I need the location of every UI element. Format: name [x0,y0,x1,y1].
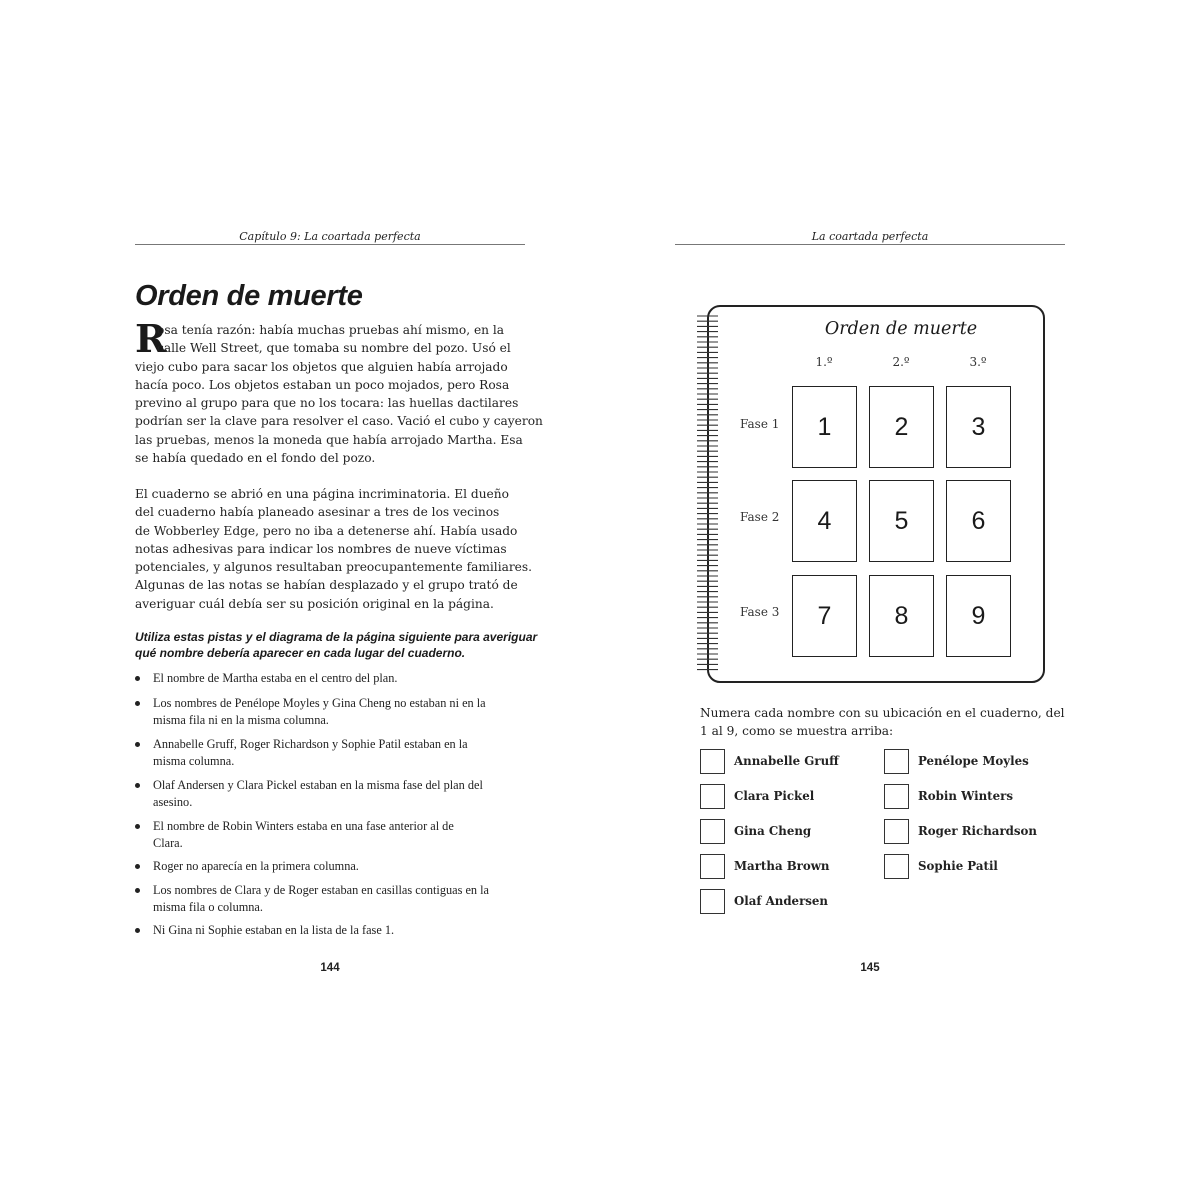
page-number-left: 144 [320,962,340,974]
paragraph-line: osa tenía razón: había muchas pruebas ahí mismo, en la [157,323,505,337]
paragraph-line: del cuaderno había planeado asesinar a tres de los vecinos [135,505,500,520]
paragraph-2 [135,485,532,613]
notebook-cell: 5 [869,480,934,562]
right-header-rule [675,244,1065,245]
answer-name: Gina Cheng [734,824,812,838]
bullet-icon [135,676,140,681]
row-label: Fase 2 [740,510,780,524]
answer-checkbox[interactable] [700,819,725,844]
answer-checkbox[interactable] [700,854,725,879]
paragraph-line: de Wobberley Edge, pero no iba a detenerse ahí. Había usado [135,523,518,538]
column-label: 1.º [815,355,833,369]
clue-line: Olaf Andersen y Clara Pickel estaban en la misma fase del plan del [153,778,483,792]
left-running-header: Capítulo 9: La coartada perfecta [239,230,421,243]
column-label: 2.º [892,355,910,369]
notebook-cell: 3 [946,386,1011,468]
paragraph-line: podrían ser la clave para resolver el caso. Vació el cubo y cayeron [135,414,543,429]
answer-prompt-line: Numera cada nombre con su ubicación en el cuaderno, del [700,706,1065,720]
bullet-icon [135,888,140,893]
clue-line: El nombre de Martha estaba en el centro del plan. [153,671,398,685]
notebook-cell: 8 [869,575,934,657]
notebook-cell: 9 [946,575,1011,657]
clue-line: Los nombres de Penélope Moyles y Gina Cheng no estaban ni en la [153,696,486,710]
answer-prompt-line: 1 al 9, como se muestra arriba: [700,724,894,739]
clue-line: Clara. [153,835,183,850]
drop-cap: R [135,316,167,361]
clue-line: Los nombres de Clara y de Roger estaban en casillas contiguas en la [153,883,490,897]
answer-checkbox[interactable] [700,749,725,774]
clue-line: El nombre de Robin Winters estaba en una fase anterior al de [153,819,454,833]
answer-checkbox[interactable] [884,854,909,879]
right-running-header: La coartada perfecta [811,230,929,243]
paragraph-line: las pruebas, menos la moneda que había arrojado Martha. Esa [135,432,523,447]
answer-checkbox[interactable] [700,784,725,809]
answer-checkbox[interactable] [884,819,909,844]
clue-line: misma columna. [153,753,235,768]
answer-name: Martha Brown [734,859,830,873]
notebook-cell: 4 [792,480,857,562]
answer-checkbox[interactable] [884,749,909,774]
paragraph-line: se había quedado en el fondo del pozo. [135,451,376,466]
notebook-cell: 1 [792,386,857,468]
puzzle-instructions [135,630,537,661]
notebook-cell: 2 [869,386,934,468]
paragraph-line: El cuaderno se abrió en una página incriminatoria. El dueño [135,487,509,501]
page-number-right: 145 [860,962,880,974]
column-label: 3.º [969,355,987,369]
answer-name: Sophie Patil [918,859,998,873]
paragraph-line: calle Well Street, que tomaba su nombre del pozo. Usó el [157,341,511,356]
paragraph-line: viejo cubo para sacar los objetos que alguien había arrojado [135,359,508,374]
answer-checkbox[interactable] [700,889,725,914]
clue-line: Annabelle Gruff, Roger Richardson y Sophie Patil estaban en la [153,737,468,751]
row-label: Fase 1 [740,417,780,431]
clue-line: Roger no aparecía en la primera columna. [153,859,359,873]
paragraph-line: averiguar cuál debía ser su posición original en la página. [135,596,494,611]
bullet-icon [135,783,140,788]
answer-name: Olaf Andersen [734,894,829,908]
paragraph-line: hacía poco. Los objetos estaban un poco mojados, pero Rosa [135,377,510,392]
clue-line: asesino. [153,794,193,809]
paragraph-1 [135,316,543,467]
answer-name: Robin Winters [918,789,1013,803]
bullet-icon [135,864,140,869]
notebook-cell: 6 [946,480,1011,562]
instructions-line: qué nombre debería aparecer en cada lugar del cuaderno. [135,645,466,660]
paragraph-line: notas adhesivas para indicar los nombres de nueve víctimas [135,541,507,556]
bullet-icon [135,701,140,706]
row-label: Fase 3 [740,605,780,619]
answer-name: Roger Richardson [918,824,1037,838]
paragraph-line: potenciales, y algunos resultaban preocupantemente familiares. [135,560,533,575]
answer-name: Annabelle Gruff [734,754,839,768]
answer-prompt [700,704,1065,741]
answer-checkbox[interactable] [884,784,909,809]
bullet-icon [135,928,140,933]
instructions-line: Utiliza estas pistas y el diagrama de la página siguiente para averiguar [135,630,538,644]
left-header-rule [135,244,525,245]
paragraph-line: Algunas de las notas se habían desplazado y el grupo trató de [135,578,518,593]
clue-line: misma fila o columna. [153,899,263,914]
notebook-title: Orden de muerte [824,319,978,339]
clue-line: misma fila ni en la misma columna. [153,712,329,727]
paragraph-line: previno al grupo para que no los tocara: las huellas dactilares [135,396,519,411]
answer-name: Clara Pickel [734,789,815,803]
notebook-cell: 7 [792,575,857,657]
bullet-icon [135,742,140,747]
chapter-title: Orden de muerte [135,280,363,312]
answer-name: Penélope Moyles [918,754,1029,768]
clue-line: Ni Gina ni Sophie estaban en la lista de la fase 1. [153,923,395,937]
spiral-binding-icon [695,314,721,678]
bullet-icon [135,824,140,829]
